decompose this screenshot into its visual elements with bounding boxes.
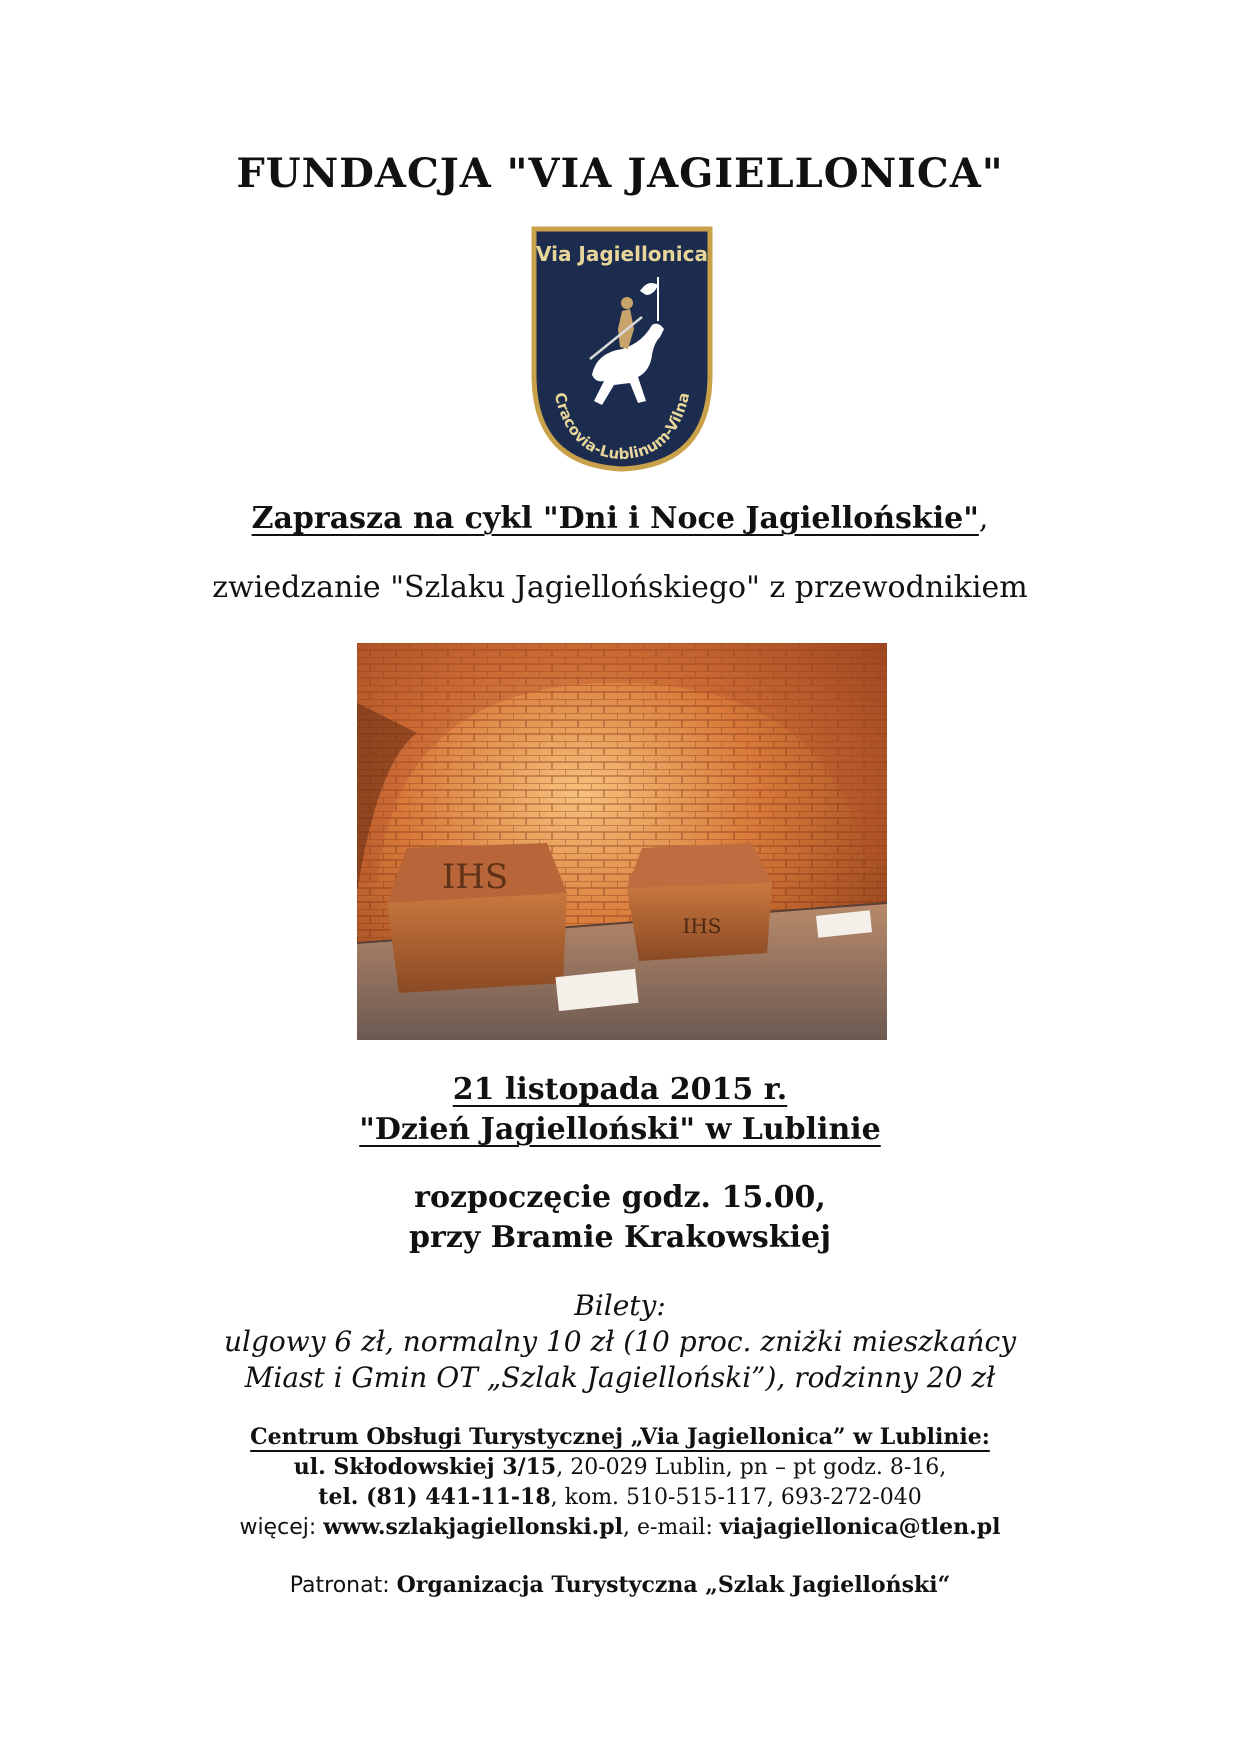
invitation-line bbox=[0, 501, 1240, 536]
patronage bbox=[0, 1572, 1240, 1598]
contact-phone: tel. (81) 441-11-18 bbox=[318, 1484, 551, 1510]
patronage-org: Organizacja Turystyczna „Szlak Jagielloński“ bbox=[396, 1572, 951, 1598]
coffin-left bbox=[387, 843, 567, 993]
event-name bbox=[0, 1112, 1240, 1147]
via-jagiellonica-logo bbox=[530, 225, 714, 473]
logo-top-text: Via Jagiellonica bbox=[535, 242, 709, 266]
contact-address-rest: , 20-029 Lublin, pn – pt godz. 8-16, bbox=[556, 1455, 947, 1480]
website-link[interactable]: www.szlakjagiellonski.pl bbox=[323, 1514, 623, 1540]
invitation-text: Zaprasza na cykl "Dni i Noce Jagiellońskie" bbox=[251, 501, 979, 536]
coffin-right bbox=[627, 843, 772, 961]
tickets-line-2: Miast i Gmin OT „Szlak Jagielloński”), rodzinny 20 zł bbox=[244, 1361, 996, 1394]
contact-address bbox=[0, 1454, 1240, 1480]
contact-phones bbox=[0, 1484, 1240, 1510]
crypt-photo bbox=[357, 643, 887, 1040]
more-label: więcej: bbox=[239, 1515, 324, 1540]
contact-heading bbox=[0, 1424, 1240, 1450]
event-meeting-place: przy Bramie Krakowskiej bbox=[409, 1220, 831, 1255]
patronage-label: Patronat: bbox=[289, 1573, 397, 1598]
event-date-text: 21 listopada 2015 r. bbox=[452, 1072, 788, 1107]
coffin-right-mark: IHS bbox=[682, 914, 722, 938]
logo-bottom-text: Cracovia-Lublinum-Vilna bbox=[550, 390, 694, 464]
tickets-line-1: ulgowy 6 zł, normalny 10 zł (10 proc. zniżki mieszkańcy bbox=[223, 1325, 1017, 1358]
coffin-left-mark: IHS bbox=[441, 857, 509, 897]
contact-street: ul. Skłodowskiej 3/15 bbox=[293, 1454, 557, 1480]
invitation-comma: , bbox=[978, 501, 989, 536]
contact-mobile: , kom. 510-515-117, 693-272-040 bbox=[550, 1485, 922, 1510]
tickets-heading: Bilety: bbox=[574, 1289, 666, 1322]
contact-links bbox=[0, 1514, 1240, 1540]
email-label: , e-mail: bbox=[622, 1515, 720, 1540]
contact-heading-text: Centrum Obsługi Turystycznej „Via Jagiellonica” w Lublinie: bbox=[250, 1424, 990, 1450]
tour-description: zwiedzanie "Szlaku Jagiellońskiego" z przewodnikiem bbox=[212, 570, 1028, 605]
page-title: FUNDACJA "VIA JAGIELLONICA" bbox=[236, 150, 1004, 197]
email-link[interactable]: viajagiellonica@tlen.pl bbox=[719, 1514, 1001, 1540]
event-date bbox=[0, 1072, 1240, 1107]
event-name-text: "Dzień Jagielloński" w Lublinie bbox=[359, 1112, 881, 1147]
event-start-time: rozpoczęcie godz. 15.00, bbox=[414, 1180, 826, 1215]
